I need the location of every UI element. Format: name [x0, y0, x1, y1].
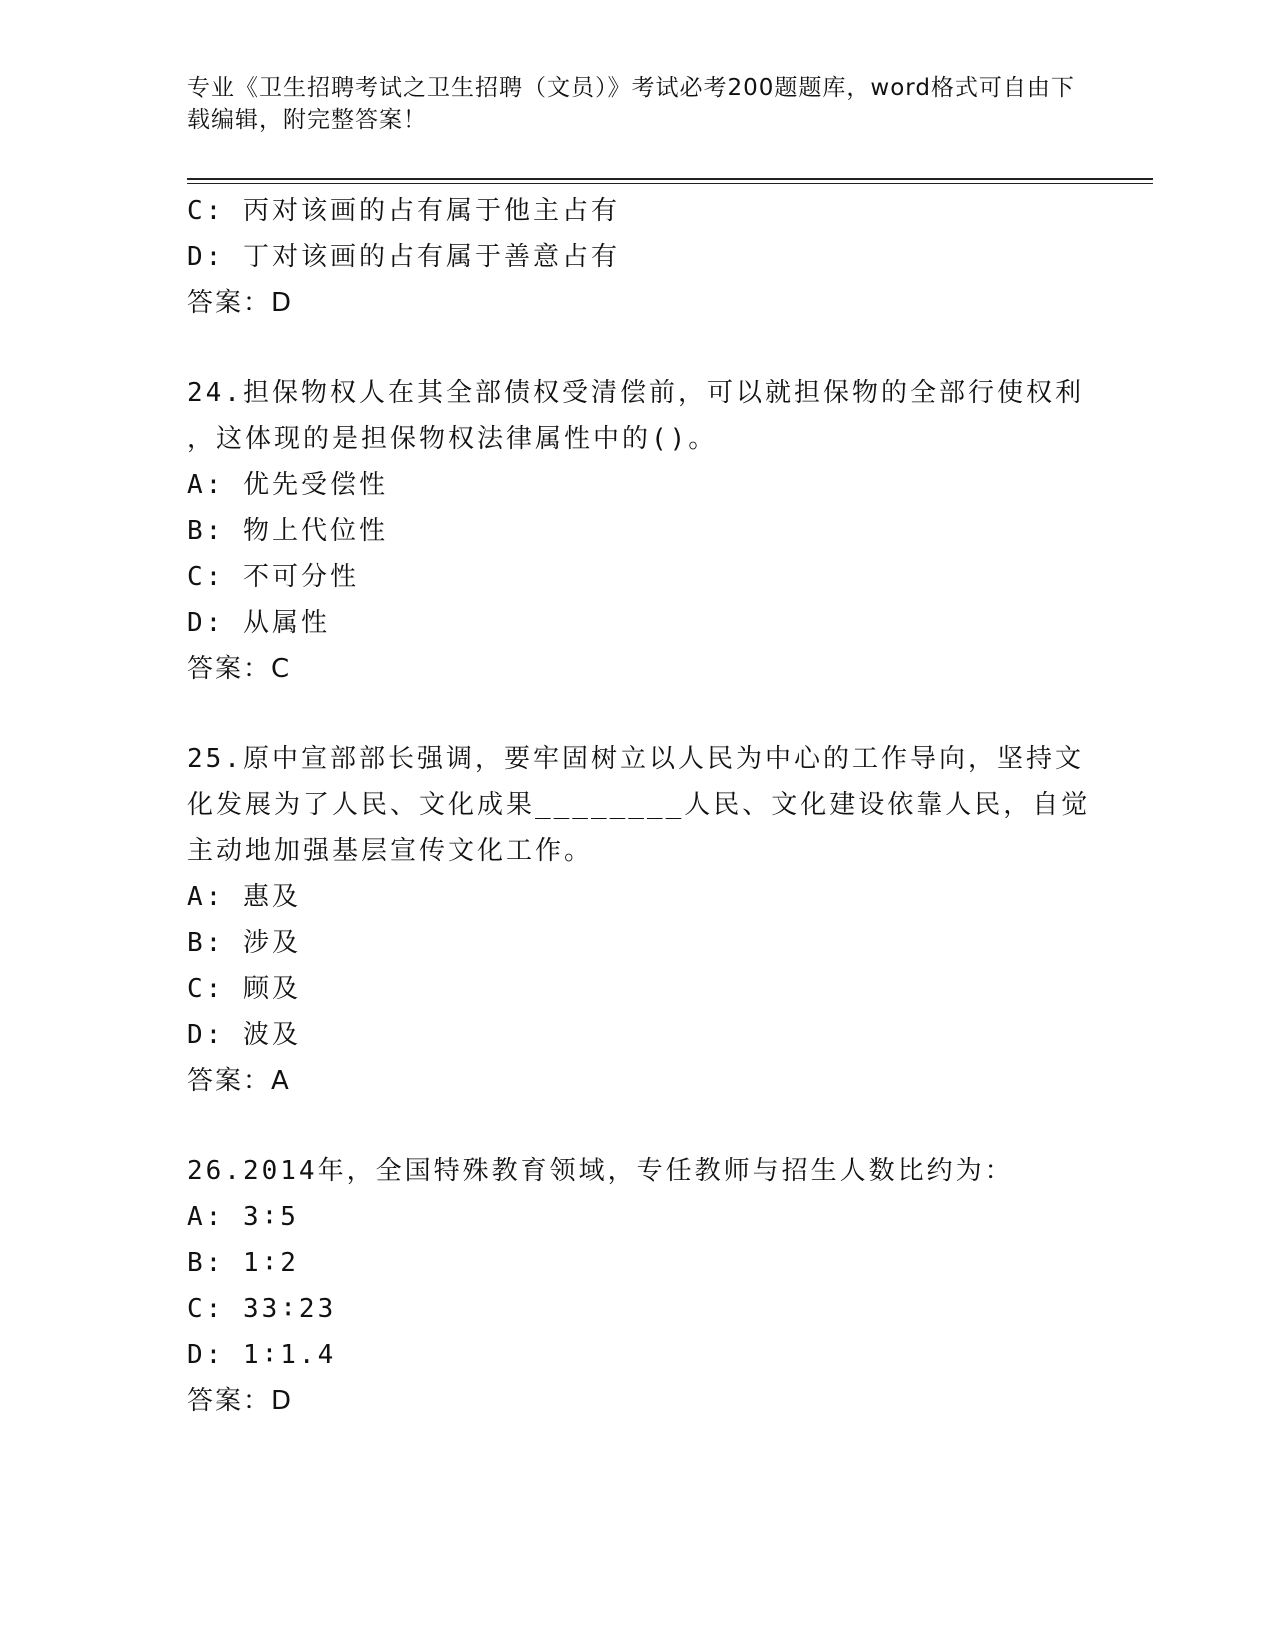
question-text-line: 26.2014年，全国特殊教育领域，专任教师与招生人数比约为： [187, 1156, 1014, 1186]
question-26 [187, 1148, 1087, 1424]
option-a: A: 3∶5 [187, 1202, 299, 1232]
option-a: A: 惠及 [187, 882, 301, 912]
question-text-line: 25.原中宣部部长强调，要牢固树立以人民为中心的工作导向，坚持文 [187, 744, 1084, 774]
previous-question-tail [187, 188, 1087, 326]
answer-line: 答案：A [187, 1066, 291, 1096]
header-rule-thin [187, 183, 1153, 184]
question-24 [187, 370, 1087, 692]
option-d: D: 1∶1.4 [187, 1340, 337, 1370]
option-a: A: 优先受偿性 [187, 470, 388, 500]
question-gap [187, 326, 1087, 370]
option-d: D: 丁对该画的占有属于善意占有 [187, 242, 620, 272]
question-text-line: 主动地加强基层宣传文化工作。 [187, 836, 594, 866]
question-gap [187, 1104, 1087, 1148]
option-c: C: 丙对该画的占有属于他主占有 [187, 196, 620, 226]
question-text-line: 24.担保物权人在其全部债权受清偿前，可以就担保物的全部行使权利 [187, 378, 1084, 408]
option-d: D: 从属性 [187, 608, 330, 638]
option-d: D: 波及 [187, 1020, 301, 1050]
answer-line: 答案：D [187, 1386, 294, 1416]
option-b: B: 1∶2 [187, 1248, 299, 1278]
question-text-line: 化发展为了人民、文化成果________人民、文化建设依靠人民，自觉 [187, 790, 1091, 820]
document-header: 专业《卫生招聘考试之卫生招聘（文员）》考试必考200题题库，word格式可自由下载编辑，附完整答案！ [187, 75, 1075, 133]
option-b: B: 涉及 [187, 928, 301, 958]
option-c: C: 顾及 [187, 974, 301, 1004]
option-c: C: 不可分性 [187, 562, 359, 592]
answer-line: 答案：D [187, 288, 294, 318]
option-c: C: 33∶23 [187, 1294, 337, 1324]
header-rule-thick [187, 178, 1153, 180]
question-content [187, 188, 1091, 1424]
question-25 [187, 736, 1091, 1104]
answer-line: 答案：C [187, 654, 292, 684]
question-text-line: ，这体现的是担保物权法律属性中的()。 [187, 424, 718, 454]
question-gap [187, 692, 1087, 736]
option-b: B: 物上代位性 [187, 516, 388, 546]
